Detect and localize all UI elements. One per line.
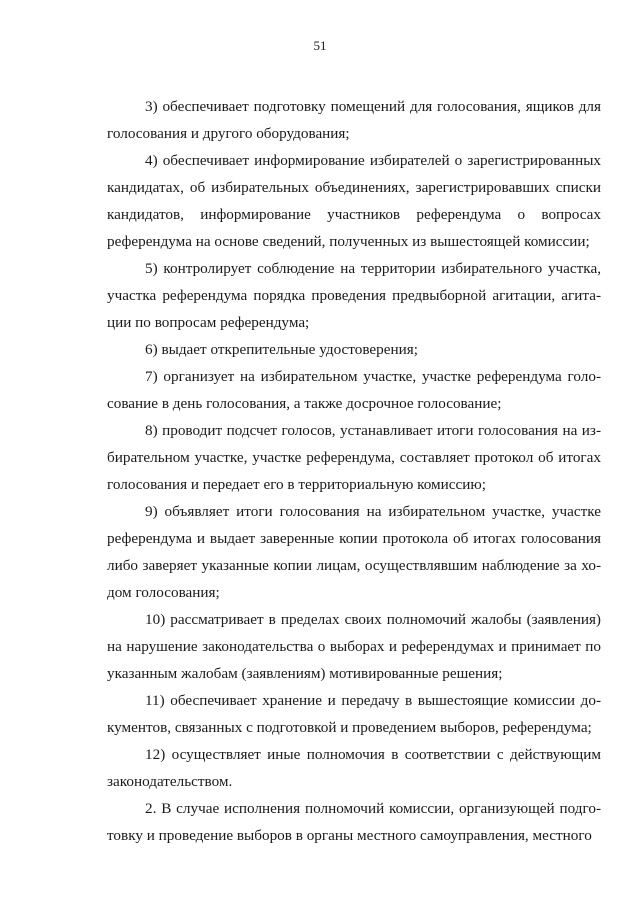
- paragraph-item-11: 11) обеспечивает хранение и передачу в вышестоящие комиссии документов, связанных с подготовкой и проведением выборов, референдума;: [107, 692, 601, 736]
- paragraph-item-10: 10) рассматривает в пределах своих полномочий жалобы (заявления) на нарушение законодательства о выборах и референдумах и принимает по указанным жалобам (заявлениям) мотивированные решения;: [107, 611, 601, 682]
- document-body: [107, 93, 601, 849]
- paragraph-item-3: 3) обеспечивает подготовку помещений для голосования, ящиков для голосования и другого оборудования;: [107, 98, 601, 142]
- page-number: 51: [313, 38, 327, 53]
- paragraph-section-2: 2. В случае исполнения полномочий комиссии, организующей подготовку и проведение выборов в органы местного самоуправления, местного: [107, 800, 601, 844]
- paragraph-item-8: 8) проводит подсчет голосов, устанавливает итоги голосования на избирательном участке, участке референдума, составляет протокол об итогах голосования и передает его в территориальную комиссию;: [107, 422, 601, 493]
- paragraph-item-6: 6) выдает открепительные удостоверения;: [145, 341, 418, 358]
- paragraph-item-7: 7) организует на избирательном участке, участке референдума голосование в день голосования, а также досрочное голосование;: [107, 368, 601, 412]
- paragraph-item-5: 5) контролирует соблюдение на территории избирательного участка, участка референдума порядка проведения предвыборной агитации, агитации по вопросам референдума;: [107, 260, 601, 331]
- paragraph-item-9: 9) объявляет итоги голосования на избирательном участке, участке референдума и выдает заверенные копии протокола об итогах голосования либо заверяет указанные копии лицам, осуществлявшим наблюдение за ходом голосования;: [107, 503, 601, 601]
- paragraph-item-12: 12) осуществляет иные полномочия в соответствии с действующим законодательством.: [107, 746, 601, 790]
- paragraph-item-4: 4) обеспечивает информирование избирателей о зарегистрированных кандидатах, об избирательных объединениях, зарегистрировавших списки кандидатов, информирование участников референдума о вопросах референдума на основе сведений, полученных из вышестоящей комиссии;: [107, 152, 601, 250]
